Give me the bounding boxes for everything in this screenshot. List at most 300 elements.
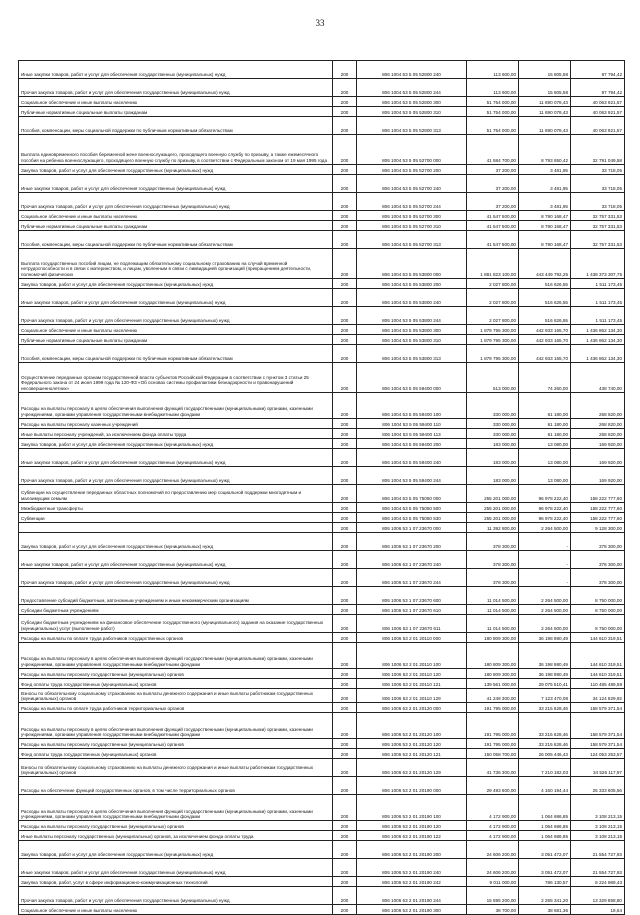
table-row — [19, 689, 625, 703]
row-executed: 15 805,58 — [519, 61, 571, 79]
row-kbk: 806 1006 53 2 01 20120 129 — [357, 759, 467, 777]
row-code: 200 — [333, 279, 357, 289]
row-remaining: 144 610 319,51 — [571, 669, 625, 679]
row-approved: 11 014 500,00 — [467, 615, 519, 633]
row-code: 200 — [333, 841, 357, 859]
row-approved: 513 000,00 — [467, 363, 519, 393]
table-row — [19, 713, 625, 739]
row-code: 200 — [333, 513, 357, 523]
row-approved: 41 248 300,00 — [467, 689, 519, 703]
row-name: Иные закупки товаров, работ и услуг для обеспечения государственных (муниципальных) нужд — [19, 551, 333, 569]
row-name: Закупка товаров, работ, услуг в сфере информационно-коммуникационных технологий — [19, 877, 333, 887]
row-name: Фонд оплаты труда государственных (муниципальных) органов — [19, 749, 333, 759]
row-kbk: 806 1004 53 5 05 52800 244 — [357, 79, 467, 97]
row-code: 200 — [333, 345, 357, 363]
row-name: Иные выплаты персоналу учреждений, за исключением фонда оплаты труда — [19, 429, 333, 439]
row-remaining: 8 750 000,00 — [571, 615, 625, 633]
table-row — [19, 523, 625, 533]
row-executed: 7 123 470,08 — [519, 689, 571, 703]
row-kbk: 806 1004 53 5 05 75050 530 — [357, 513, 467, 523]
row-executed: 2 264 500,00 — [519, 615, 571, 633]
table-row — [19, 61, 625, 79]
row-executed: 1 064 686,85 — [519, 821, 571, 831]
row-executed: 442 933 165,70 — [519, 345, 571, 363]
row-code: 200 — [333, 193, 357, 211]
row-approved: 2 027 800,00 — [467, 289, 519, 307]
row-name: Взносы по обязательному социальному страхованию на выплаты денежного содержания и иные выплаты работникам государственных (муниципальных) органов — [19, 759, 333, 777]
row-remaining: 158 579 371,54 — [571, 713, 625, 739]
row-code: 200 — [333, 739, 357, 749]
row-name: Расходы на выплаты по оплате труда работников государственных органов — [19, 633, 333, 643]
row-name: Социальное обеспечение и иные выплаты населению — [19, 97, 333, 107]
row-executed: 3 051 472,07 — [519, 841, 571, 859]
row-code: 200 — [333, 289, 357, 307]
row-remaining: 21 554 727,93 — [571, 859, 625, 877]
table-row — [19, 231, 625, 249]
row-kbk: 806 1006 53 2 01 20190 122 — [357, 831, 467, 841]
row-remaining: 110 485 489,59 — [571, 679, 625, 689]
row-code: 200 — [333, 221, 357, 231]
row-executed: 2 264 500,00 — [519, 605, 571, 615]
row-remaining: 18,64 — [571, 905, 625, 915]
row-executed: 3 481,95 — [519, 193, 571, 211]
table-row — [19, 679, 625, 689]
table-row — [19, 135, 625, 165]
row-code: 200 — [333, 449, 357, 467]
row-kbk: 806 1006 53 2 01 20120 100 — [357, 713, 467, 739]
row-approved: 41 547 500,00 — [467, 221, 519, 231]
table-row — [19, 877, 625, 887]
row-executed: 33 215 628,46 — [519, 713, 571, 739]
row-code: 200 — [333, 503, 357, 513]
row-remaining: 40 063 921,57 — [571, 107, 625, 117]
table-row — [19, 419, 625, 429]
row-code: 200 — [333, 61, 357, 79]
row-remaining: 33 718,05 — [571, 193, 625, 211]
row-kbk: 806 1006 53 2 01 20190 244 — [357, 887, 467, 905]
row-executed: 61 180,00 — [519, 429, 571, 439]
row-kbk: 806 1006 53 1 07 23670 244 — [357, 569, 467, 587]
row-code: 200 — [333, 533, 357, 551]
row-code: 200 — [333, 419, 357, 429]
row-code: 200 — [333, 523, 357, 533]
table-row — [19, 569, 625, 587]
table-row — [19, 831, 625, 841]
row-kbk: 806 1006 53 2 01 20110 121 — [357, 679, 467, 689]
row-kbk: 806 1004 53 5 05 52700 200 — [357, 165, 467, 175]
row-code: 200 — [333, 97, 357, 107]
row-executed: 442 933 165,70 — [519, 335, 571, 345]
row-kbk: 806 1004 53 5 05 53800 313 — [357, 345, 467, 363]
row-name: Расходы на выплаты персоналу в целях обеспечения выполнения функций государственными (муниципальными) органами, казенными учреждениями, органами управления государственными внебюджетными фондами — [19, 795, 333, 821]
row-approved: 4 172 900,00 — [467, 821, 519, 831]
row-name: Прочая закупка товаров, работ и услуг для обеспечения государственных (муниципальных) нужд — [19, 569, 333, 587]
row-name: Расходы на выплаты персоналу казенных учреждений — [19, 419, 333, 429]
row-code: 200 — [333, 249, 357, 279]
table-row — [19, 513, 625, 523]
row-kbk: 806 1004 53 5 05 59400 200 — [357, 439, 467, 449]
row-remaining: 21 554 727,93 — [571, 841, 625, 859]
row-kbk: 806 1004 53 5 05 53800 244 — [357, 307, 467, 325]
table-row — [19, 221, 625, 231]
row-code: 200 — [333, 231, 357, 249]
table-row — [19, 345, 625, 363]
row-kbk: 806 1004 53 5 05 59400 100 — [357, 393, 467, 419]
row-approved: 183 000,00 — [467, 439, 519, 449]
row-remaining: 124 053 253,57 — [571, 749, 625, 759]
row-remaining: 1 436 862 134,30 — [571, 345, 625, 363]
row-approved: 4 172 900,00 — [467, 795, 519, 821]
row-approved: 51 754 000,00 — [467, 97, 519, 107]
table-row — [19, 193, 625, 211]
row-remaining: 1 436 862 134,30 — [571, 325, 625, 335]
row-code: 200 — [333, 439, 357, 449]
row-approved: 150 058 700,00 — [467, 749, 519, 759]
row-remaining: 144 610 319,51 — [571, 643, 625, 669]
row-kbk: 806 1006 53 2 01 20190 300 — [357, 905, 467, 915]
row-remaining: 3 108 213,15 — [571, 821, 625, 831]
row-kbk: 806 1004 53 5 05 59400 000 — [357, 363, 467, 393]
row-name: Субвенции — [19, 513, 333, 523]
row-code: 200 — [333, 485, 357, 503]
row-executed: 3 051 472,07 — [519, 859, 571, 877]
row-remaining: 158 579 371,54 — [571, 703, 625, 713]
row-kbk: 806 1006 53 2 01 20190 120 — [357, 821, 467, 831]
row-code: 200 — [333, 859, 357, 877]
row-code: 200 — [333, 307, 357, 325]
row-approved: 37 200,00 — [467, 175, 519, 193]
row-kbk: 806 1004 53 5 05 59400 110 — [357, 419, 467, 429]
row-executed: 516 626,55 — [519, 289, 571, 307]
row-kbk: 806 1004 53 5 05 53800 200 — [357, 279, 467, 289]
row-approved: 11 392 800,00 — [467, 523, 519, 533]
row-kbk: 806 1006 53 1 07 23670 610 — [357, 605, 467, 615]
row-remaining: 378 300,00 — [571, 551, 625, 569]
row-executed: 4 160 194,44 — [519, 777, 571, 795]
row-kbk: 806 1004 53 5 05 52700 310 — [357, 221, 467, 231]
row-name: Выплата единовременного пособия беременной жене военнослужащего, проходящего военную службу по призыву, а также ежемесячного пособия на ребенка военнослужащего, проходящего военную службу по призыву, в соответствии с Федеральным законом от 19 мая 1995 года — [19, 135, 333, 165]
row-remaining: 33 718,05 — [571, 175, 625, 193]
row-name: Иные закупки товаров, работ и услуг для обеспечения государственных (муниципальных) нужд — [19, 859, 333, 877]
row-executed: 1 064 686,85 — [519, 795, 571, 821]
row-approved: 378 300,00 — [467, 551, 519, 569]
row-kbk: 806 1004 53 5 05 52800 313 — [357, 117, 467, 135]
table-row — [19, 289, 625, 307]
table-row — [19, 777, 625, 795]
row-name: Расходы на обеспечение функций государственных органов, в том числе территориальных органов — [19, 777, 333, 795]
row-kbk: 806 1006 53 1 07 23670 000 — [357, 523, 467, 533]
row-remaining: 144 610 319,51 — [571, 633, 625, 643]
row-name: Осуществление переданных органам государственной власти субъектов Российской Федерации в соответствии с пунктом 3 статьи 25 Федерального закона от 24 июня 1999 года № 120-ФЗ «Об основах системы профилактики безнадзорности и правонарушений несовершеннолетних» — [19, 363, 333, 393]
row-kbk: 806 1006 53 2 01 20110 100 — [357, 643, 467, 669]
row-name: Межбюджетные трансферты — [19, 503, 333, 513]
row-approved: 51 754 000,00 — [467, 107, 519, 117]
row-kbk: 806 1006 53 2 01 20120 120 — [357, 739, 467, 749]
row-approved: 139 561 000,00 — [467, 679, 519, 689]
row-name: Выплата государственных пособий лицам, не подлежащим обязательному социальному страхованию на случай временной нетрудоспособности и в связи с материнством, и лицам, уволенным в связи с ликвидацией организаций (прекращением деятельности, полномочий физических — [19, 249, 333, 279]
row-remaining: 438 740,00 — [571, 363, 625, 393]
row-executed: 96 978 222,40 — [519, 503, 571, 513]
row-approved: 113 600,00 — [467, 79, 519, 97]
row-name: Прочая закупка товаров, работ и услуг для обеспечения государственных (муниципальных) нужд — [19, 79, 333, 97]
row-approved: 191 795 000,00 — [467, 739, 519, 749]
row-kbk: 806 1004 53 5 05 52700 244 — [357, 193, 467, 211]
row-name: Расходы на выплаты персоналу государственных (муниципальных) органов — [19, 739, 333, 749]
table-row — [19, 363, 625, 393]
row-name: Иные выплаты персоналу государственных (муниципальных) органов, за исключением фонда оплаты труда — [19, 831, 333, 841]
row-kbk: 806 1004 53 5 05 53800 000 — [357, 249, 467, 279]
table-row — [19, 759, 625, 777]
row-kbk: 806 1004 53 5 05 53800 310 — [357, 335, 467, 345]
row-name: Публичные нормативные социальные выплаты гражданам — [19, 107, 333, 117]
row-name: Иные закупки товаров, работ и услуг для обеспечения государственных (муниципальных) нужд — [19, 449, 333, 467]
row-executed: 8 790 168,47 — [519, 231, 571, 249]
row-approved: 2 027 800,00 — [467, 307, 519, 325]
row-approved: 41 584 700,00 — [467, 135, 519, 165]
table-row — [19, 165, 625, 175]
row-code: 200 — [333, 605, 357, 615]
row-approved: 183 000,00 — [467, 467, 519, 485]
table-row — [19, 703, 625, 713]
row-remaining: 169 920,00 — [571, 467, 625, 485]
table-row — [19, 97, 625, 107]
row-remaining: 40 063 921,57 — [571, 117, 625, 135]
budget-table — [18, 60, 625, 915]
row-name: Пособия, компенсации, меры социальной поддержки по публичным нормативным обязательствам — [19, 117, 333, 135]
row-remaining: 1 511 173,45 — [571, 279, 625, 289]
row-approved: 378 300,00 — [467, 533, 519, 551]
row-remaining: 158 579 371,54 — [571, 739, 625, 749]
row-code: 200 — [333, 821, 357, 831]
table-row — [19, 325, 625, 335]
row-remaining: 34 526 117,97 — [571, 759, 625, 777]
row-remaining: 32 757 331,53 — [571, 221, 625, 231]
row-executed: 11 690 078,43 — [519, 117, 571, 135]
row-code: 200 — [333, 689, 357, 703]
row-code: 200 — [333, 679, 357, 689]
row-code: 200 — [333, 749, 357, 759]
row-code: 200 — [333, 615, 357, 633]
row-approved: 4 172 900,00 — [467, 831, 519, 841]
row-executed: 11 690 078,43 — [519, 107, 571, 117]
row-approved: 1 881 823 100,00 — [467, 249, 519, 279]
row-name: Прочая закупка товаров, работ и услуг для обеспечения государственных (муниципальных) нужд — [19, 467, 333, 485]
row-executed: - — [519, 569, 571, 587]
row-name: Социальное обеспечение и иные выплаты населению — [19, 905, 333, 915]
row-approved: 1 879 795 300,00 — [467, 345, 519, 363]
row-executed: 96 978 222,40 — [519, 485, 571, 503]
row-approved: 1 879 795 300,00 — [467, 335, 519, 345]
row-kbk: 806 1006 53 1 07 23670 600 — [357, 587, 467, 605]
row-executed: 2 265 341,20 — [519, 887, 571, 905]
row-executed: 38 681,36 — [519, 905, 571, 915]
row-kbk: 806 1004 53 5 05 59400 113 — [357, 429, 467, 439]
row-remaining: 1 511 173,45 — [571, 307, 625, 325]
row-name: Публичные нормативные социальные выплаты гражданам — [19, 335, 333, 345]
row-executed: 8 790 168,47 — [519, 211, 571, 221]
row-remaining: 3 108 213,15 — [571, 795, 625, 821]
table-row — [19, 249, 625, 279]
row-approved: 378 300,00 — [467, 569, 519, 587]
row-approved: 2 027 800,00 — [467, 279, 519, 289]
row-executed: 8 793 650,42 — [519, 135, 571, 165]
row-kbk: 806 1004 53 5 05 53800 240 — [357, 289, 467, 307]
row-approved: 183 000,00 — [467, 449, 519, 467]
row-kbk: 806 1006 53 2 01 20190 000 — [357, 777, 467, 795]
row-executed: - — [519, 551, 571, 569]
row-code: 200 — [333, 777, 357, 795]
row-approved: 9 011 000,00 — [467, 877, 519, 887]
row-executed: 516 626,55 — [519, 307, 571, 325]
row-executed: 443 449 792,25 — [519, 249, 571, 279]
row-code: 200 — [333, 759, 357, 777]
row-code: 200 — [333, 831, 357, 841]
row-approved: 330 000,00 — [467, 393, 519, 419]
row-kbk: 806 1006 53 2 01 20120 121 — [357, 749, 467, 759]
table-row — [19, 669, 625, 679]
row-approved: 191 795 000,00 — [467, 703, 519, 713]
row-kbk: 806 1006 53 2 01 20190 100 — [357, 795, 467, 821]
row-remaining: 158 222 777,60 — [571, 503, 625, 513]
row-name: Фонд оплаты труда государственных (муниципальных) органов — [19, 679, 333, 689]
row-remaining: 8 224 869,43 — [571, 877, 625, 887]
row-remaining: 97 794,42 — [571, 61, 625, 79]
row-name: Прочая закупка товаров, работ и услуг для обеспечения государственных (муниципальных) нужд — [19, 307, 333, 325]
row-kbk: 806 1006 53 2 01 20110 000 — [357, 633, 467, 643]
row-kbk: 806 1006 53 2 01 20190 240 — [357, 859, 467, 877]
row-approved: 15 595 200,00 — [467, 887, 519, 905]
row-remaining: 158 222 777,60 — [571, 513, 625, 523]
row-code: 200 — [333, 79, 357, 97]
row-executed: 33 215 628,46 — [519, 703, 571, 713]
row-executed: 36 198 980,49 — [519, 643, 571, 669]
row-remaining: 378 300,00 — [571, 533, 625, 551]
row-name — [19, 523, 333, 533]
row-kbk: 806 1004 53 5 05 52700 240 — [357, 175, 467, 193]
row-executed: 516 626,55 — [519, 279, 571, 289]
row-executed: 8 790 168,47 — [519, 221, 571, 231]
row-name: Закупка товаров, работ и услуг для обеспечения государственных (муниципальных) нужд — [19, 279, 333, 289]
row-code: 200 — [333, 703, 357, 713]
row-name: Пособия, компенсации, меры социальной поддержки по публичным нормативным обязательствам — [19, 345, 333, 363]
row-code: 200 — [333, 877, 357, 887]
row-remaining: 268 820,00 — [571, 393, 625, 419]
table-row — [19, 211, 625, 221]
row-kbk: 806 1004 53 5 05 75050 000 — [357, 485, 467, 503]
row-kbk: 806 1004 53 5 05 59400 240 — [357, 449, 467, 467]
row-code: 200 — [333, 175, 357, 193]
table-row — [19, 467, 625, 485]
row-name: Расходы на выплаты по оплате труда работников территориальных органов — [19, 703, 333, 713]
row-approved: 37 200,00 — [467, 165, 519, 175]
row-remaining: 40 063 921,57 — [571, 97, 625, 107]
table-row — [19, 587, 625, 605]
row-code: 200 — [333, 643, 357, 669]
row-executed: 13 080,00 — [519, 467, 571, 485]
row-remaining: 32 757 331,53 — [571, 211, 625, 221]
row-approved: 330 000,00 — [467, 429, 519, 439]
row-executed: 33 215 628,46 — [519, 739, 571, 749]
row-name: Расходы на выплаты персоналу в целях обеспечения выполнения функций государственными (муниципальными) органами, казенными учреждениями, органами управления государственными внебюджетными фондами — [19, 713, 333, 739]
row-kbk: 806 1004 53 5 05 59400 244 — [357, 467, 467, 485]
row-kbk: 806 1004 53 5 05 52800 240 — [357, 61, 467, 79]
row-name: Предоставление субсидий бюджетным, автономным учреждениям и иным некоммерческим организациям — [19, 587, 333, 605]
table-row — [19, 615, 625, 633]
row-remaining: 13 329 858,80 — [571, 887, 625, 905]
row-approved: 255 201 000,00 — [467, 503, 519, 513]
row-remaining: 97 794,42 — [571, 79, 625, 97]
row-remaining: 169 920,00 — [571, 449, 625, 467]
row-remaining: 9 128 300,00 — [571, 523, 625, 533]
table-row — [19, 795, 625, 821]
row-approved: 255 201 000,00 — [467, 485, 519, 503]
row-name: Иные закупки товаров, работ и услуг для обеспечения государственных (муниципальных) нужд — [19, 289, 333, 307]
row-code: 200 — [333, 587, 357, 605]
row-remaining: 158 222 777,60 — [571, 485, 625, 503]
row-code: 200 — [333, 429, 357, 439]
table-row — [19, 107, 625, 117]
row-approved: 330 000,00 — [467, 419, 519, 429]
row-name: Закупка товаров, работ и услуг для обеспечения государственных (муниципальных) нужд — [19, 165, 333, 175]
row-executed: 786 130,57 — [519, 877, 571, 887]
row-approved: 41 547 500,00 — [467, 211, 519, 221]
row-kbk: 806 1004 53 5 05 52700 000 — [357, 135, 467, 165]
row-name: Расходы на выплаты персоналу государственных (муниципальных) органов — [19, 669, 333, 679]
row-executed: 36 198 980,49 — [519, 633, 571, 643]
row-kbk: 806 1004 53 5 05 53800 300 — [357, 325, 467, 335]
table-row — [19, 749, 625, 759]
row-code: 200 — [333, 713, 357, 739]
row-remaining: 268 820,00 — [571, 429, 625, 439]
row-name: Субвенции на осуществление переданных областных полномочий по предоставлению мер социальной поддержки многодетным и малоимущим семьям — [19, 485, 333, 503]
row-code: 200 — [333, 569, 357, 587]
row-executed: 1 064 686,85 — [519, 831, 571, 841]
row-remaining: 378 300,00 — [571, 569, 625, 587]
row-executed: 2 264 500,00 — [519, 587, 571, 605]
row-remaining: 32 757 331,53 — [571, 231, 625, 249]
table-row — [19, 393, 625, 419]
row-executed: 442 933 165,70 — [519, 325, 571, 335]
row-executed: 13 080,00 — [519, 449, 571, 467]
row-code: 200 — [333, 393, 357, 419]
table-row — [19, 533, 625, 551]
row-approved: 41 547 500,00 — [467, 231, 519, 249]
row-code: 200 — [333, 107, 357, 117]
row-name: Закупка товаров, работ и услуг для обеспечения государственных (муниципальных) нужд — [19, 533, 333, 551]
row-code: 200 — [333, 551, 357, 569]
row-name: Субсидии бюджетным учреждениям — [19, 605, 333, 615]
table-row — [19, 485, 625, 503]
row-approved: 191 795 000,00 — [467, 713, 519, 739]
table-row — [19, 551, 625, 569]
table-row — [19, 449, 625, 467]
row-code: 200 — [333, 211, 357, 221]
row-executed: 11 690 078,43 — [519, 97, 571, 107]
row-kbk: 806 1006 53 1 07 23670 611 — [357, 615, 467, 633]
row-executed: 61 180,00 — [519, 393, 571, 419]
table-row — [19, 307, 625, 325]
row-executed: 7 210 182,03 — [519, 759, 571, 777]
row-kbk: 806 1004 53 5 05 52700 313 — [357, 231, 467, 249]
row-code: 200 — [333, 467, 357, 485]
page-number: 33 — [315, 18, 325, 28]
row-approved: 113 600,00 — [467, 61, 519, 79]
row-approved: 180 809 300,00 — [467, 643, 519, 669]
row-approved: 24 606 200,00 — [467, 841, 519, 859]
row-approved: 11 014 500,00 — [467, 587, 519, 605]
row-name: Социальное обеспечение и иные выплаты населению — [19, 211, 333, 221]
table-row — [19, 439, 625, 449]
